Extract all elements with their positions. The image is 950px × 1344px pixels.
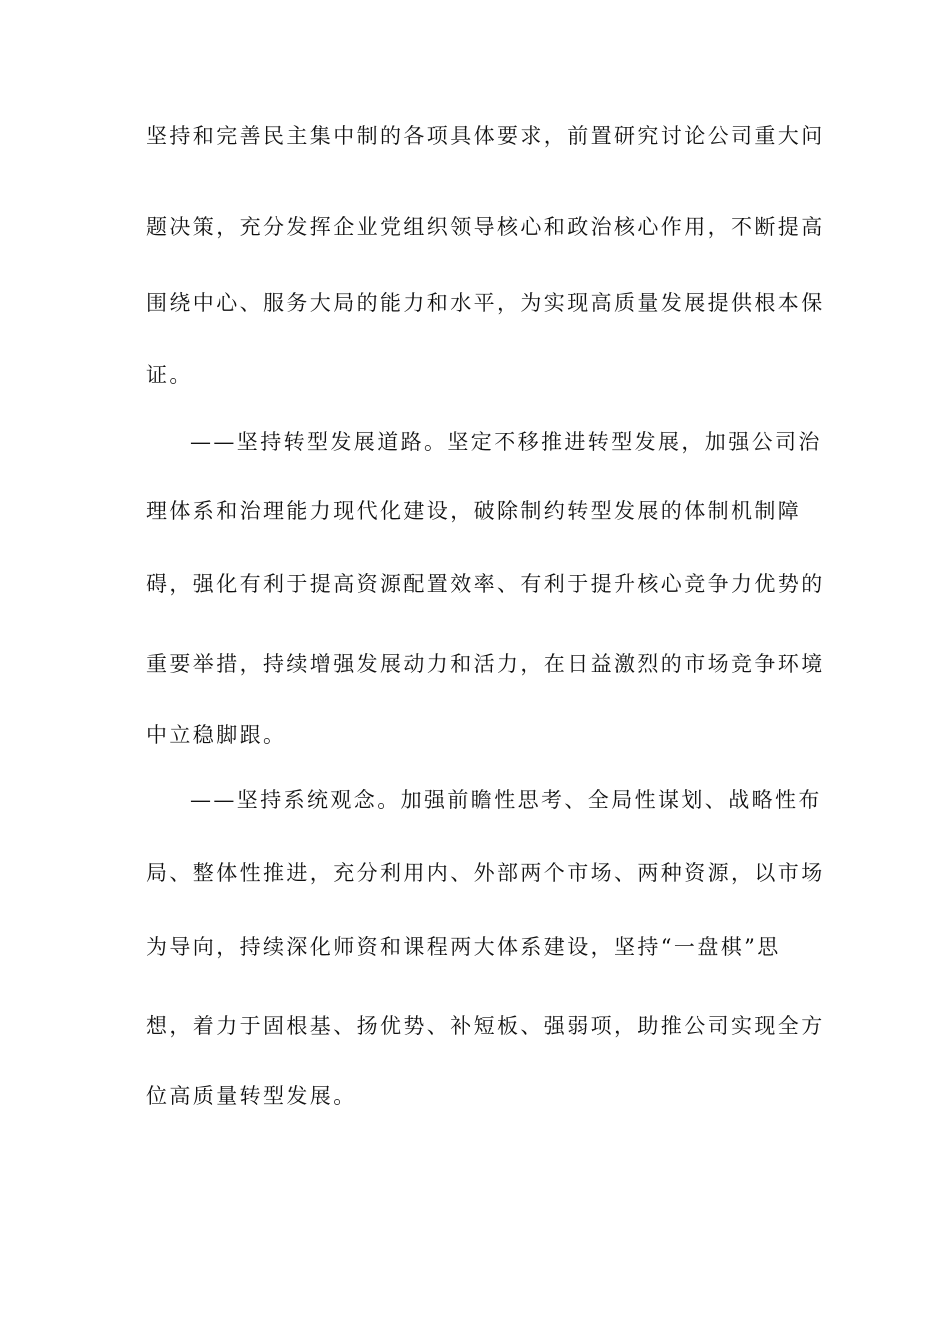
text-line: 证。 xyxy=(146,363,193,387)
text-line: 围绕中心、服务大局的能力和水平，为实现高质量发展提供根本保 xyxy=(146,291,825,315)
text-line: 题决策，充分发挥企业党组织领导核心和政治核心作用，不断提高 xyxy=(146,215,825,239)
text-line: 想，着力于固根基、扬优势、补短板、强弱项，助推公司实现全方 xyxy=(146,1014,825,1038)
text-line: 坚持和完善民主集中制的各项具体要求，前置研究讨论公司重大问 xyxy=(146,124,825,148)
text-line: 位高质量转型发展。 xyxy=(146,1084,357,1108)
text-line: 碍，强化有利于提高资源配置效率、有利于提升核心竞争力优势的 xyxy=(146,572,825,596)
text-line: 中立稳脚跟。 xyxy=(146,723,287,747)
paragraph-first-line: ——坚持转型发展道路。坚定不移推进转型发展，加强公司治 xyxy=(190,430,822,454)
text-line: 理体系和治理能力现代化建设，破除制约转型发展的体制机制障 xyxy=(146,499,802,523)
text-line: 局、整体性推进，充分利用内、外部两个市场、两种资源，以市场 xyxy=(146,861,825,885)
paragraph-first-line: ——坚持系统观念。加强前瞻性思考、全局性谋划、战略性布 xyxy=(190,788,822,812)
text-line: 重要举措，持续增强发展动力和活力，在日益激烈的市场竞争环境 xyxy=(146,652,825,676)
text-line: 为导向，持续深化师资和课程两大体系建设，坚持“一盘棋”思 xyxy=(146,935,781,959)
